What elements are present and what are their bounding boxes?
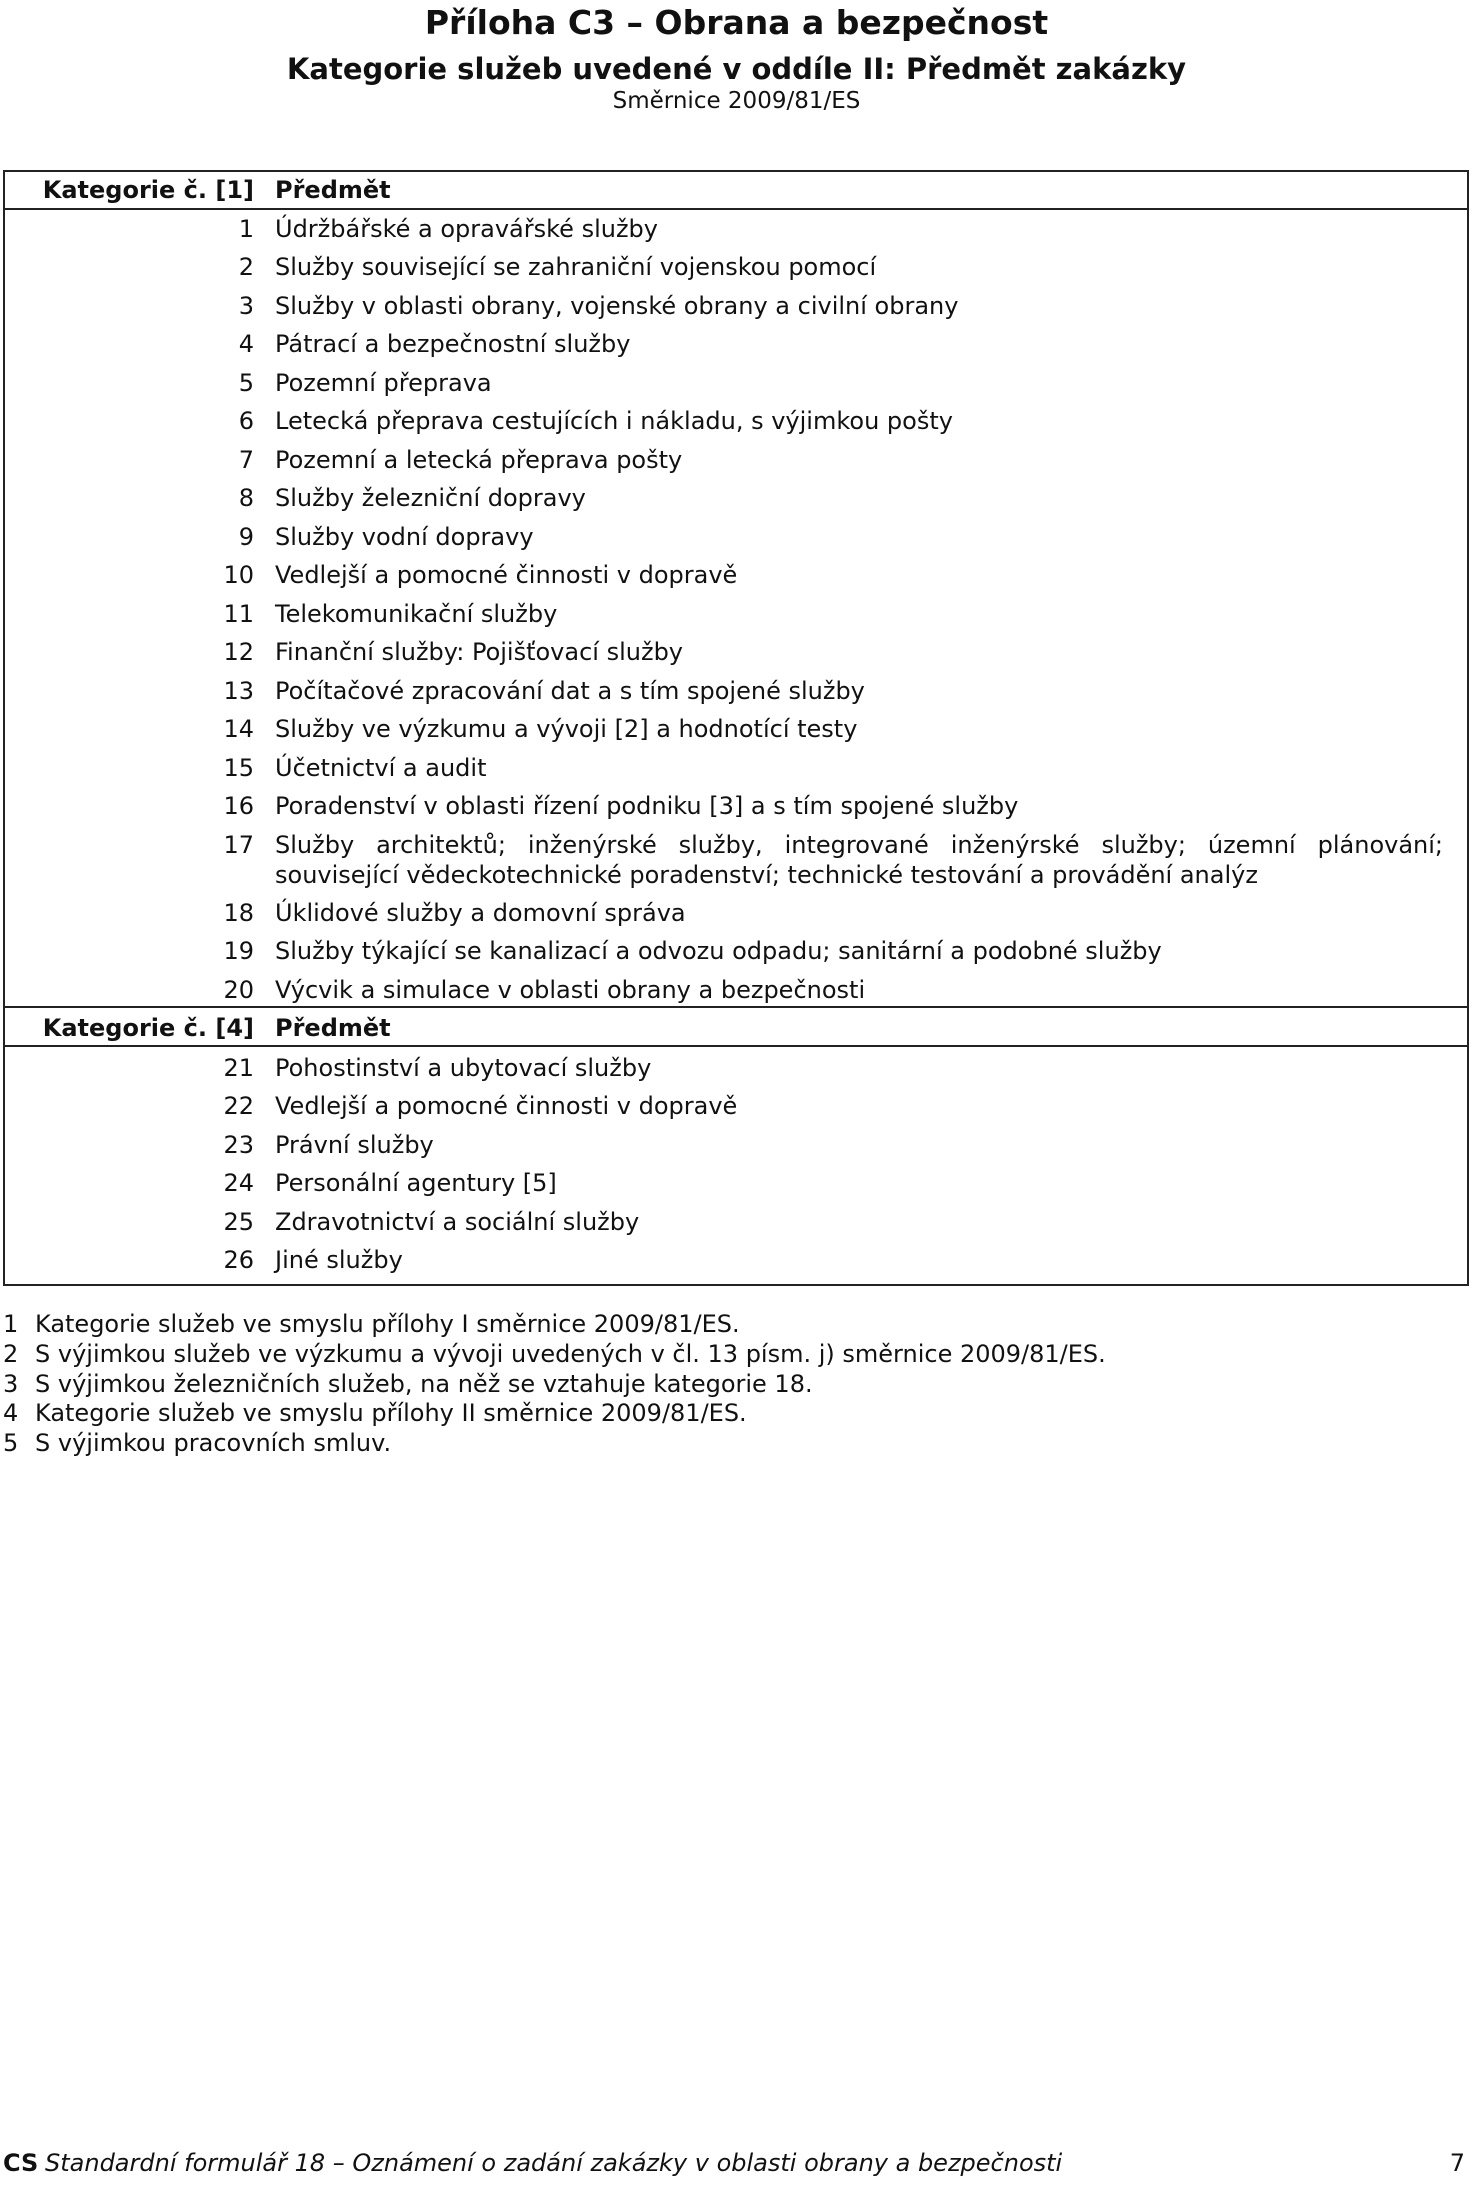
footnote-text: S výjimkou pracovních smluv. <box>35 1429 392 1457</box>
category-subject: Výcvik a simulace v oblasti obrany a bezpečnosti <box>275 976 866 1004</box>
category-subject: Zdravotnictví a sociální služby <box>275 1208 640 1236</box>
category-subject: Počítačové zpracování dat a s tím spojené služby <box>275 677 865 705</box>
category-column-header: Kategorie č. [1] <box>42 176 254 204</box>
category-number: 15 <box>223 754 254 782</box>
category-subject: Služby železniční dopravy <box>275 484 586 512</box>
table-header-divider <box>3 1045 1469 1047</box>
category-subject: Služby v oblasti obrany, vojenské obrany a civilní obrany <box>275 292 959 320</box>
category-subject: Pátrací a bezpečnostní služby <box>275 330 631 358</box>
category-subject: Vedlejší a pomocné činnosti v dopravě <box>275 561 738 589</box>
category-subject: Právní služby <box>275 1131 434 1159</box>
category-number: 3 <box>238 292 254 320</box>
category-subject: Úklidové služby a domovní správa <box>275 899 686 927</box>
category-subject: Personální agentury [5] <box>275 1169 557 1197</box>
category-number: 1 <box>238 215 254 243</box>
category-number: 8 <box>238 484 254 512</box>
category-number: 9 <box>238 523 254 551</box>
category-number: 22 <box>223 1092 254 1120</box>
footnote-text: S výjimkou železničních služeb, na něž se vztahuje kategorie 18. <box>35 1370 813 1398</box>
directive-reference: Směrnice 2009/81/ES <box>612 88 861 114</box>
footnote-text: S výjimkou služeb ve výzkumu a vývoji uvedených v čl. 13 písm. j) směrnice 2009/81/ES. <box>35 1340 1106 1368</box>
category-subject: Finanční služby: Pojišťovací služby <box>275 638 683 666</box>
category-subject: Služby související se zahraniční vojenskou pomocí <box>275 253 877 281</box>
category-number: 16 <box>223 792 254 820</box>
language-code: CS <box>3 2149 39 2177</box>
category-number: 2 <box>238 253 254 281</box>
category-subject: Služby architektů; inženýrské služby, integrované inženýrské služby; územní plánování; související vědeckotechnické poradenství; technické testování a provádění analýz <box>275 831 1443 889</box>
category-number: 17 <box>223 831 254 859</box>
category-subject: Údržbářské a opravářské služby <box>275 215 658 243</box>
category-subject: Účetnictví a audit <box>275 754 487 782</box>
footnote-number: 4 <box>3 1399 19 1427</box>
category-number: 18 <box>223 899 254 927</box>
category-subject: Pozemní přeprava <box>275 369 492 397</box>
page-subtitle: Kategorie služeb uvedené v oddíle II: Předmět zakázky <box>286 52 1187 86</box>
category-subject: Letecká přeprava cestujících i nákladu, s výjimkou pošty <box>275 407 953 435</box>
footnote-text: Kategorie služeb ve smyslu přílohy II směrnice 2009/81/ES. <box>35 1399 747 1427</box>
category-subject: Telekomunikační služby <box>275 600 558 628</box>
category-number: 7 <box>238 446 254 474</box>
category-number: 23 <box>223 1131 254 1159</box>
category-subject: Služby ve výzkumu a vývoji [2] a hodnotící testy <box>275 715 858 743</box>
footnote-text: Kategorie služeb ve smyslu přílohy I směrnice 2009/81/ES. <box>35 1310 740 1338</box>
category-number: 11 <box>223 600 254 628</box>
category-number: 10 <box>223 561 254 589</box>
page-title: Příloha C3 – Obrana a bezpečnost <box>424 3 1049 42</box>
footnote-number: 5 <box>3 1429 19 1457</box>
table-section-divider <box>3 1006 1469 1008</box>
category-number: 24 <box>223 1169 254 1197</box>
category-number: 14 <box>223 715 254 743</box>
category-number: 12 <box>223 638 254 666</box>
category-subject: Služby týkající se kanalizací a odvozu odpadu; sanitární a podobné služby <box>275 937 1162 965</box>
page-footer <box>0 2148 1473 2180</box>
category-number: 21 <box>223 1054 254 1082</box>
category-subject: Pohostinství a ubytovací služby <box>275 1054 652 1082</box>
category-subject: Služby vodní dopravy <box>275 523 534 551</box>
category-subject: Vedlejší a pomocné činnosti v dopravě <box>275 1092 738 1120</box>
category-number: 19 <box>223 937 254 965</box>
page-number: 7 <box>1449 2149 1465 2177</box>
subject-column-header: Předmět <box>275 176 391 204</box>
category-subject: Poradenství v oblasti řízení podniku [3] a s tím spojené služby <box>275 792 1019 820</box>
footnote-number: 2 <box>3 1340 19 1368</box>
category-number: 4 <box>238 330 254 358</box>
category-number: 20 <box>223 976 254 1004</box>
category-number: 25 <box>223 1208 254 1236</box>
footnote-number: 3 <box>3 1370 19 1398</box>
category-number: 13 <box>223 677 254 705</box>
subject-column-header: Předmět <box>275 1014 391 1042</box>
table-header-divider <box>3 208 1469 210</box>
category-subject: Pozemní a letecká přeprava pošty <box>275 446 683 474</box>
footnote-number: 1 <box>3 1310 19 1338</box>
category-number: 26 <box>223 1246 254 1274</box>
category-column-header: Kategorie č. [4] <box>42 1014 254 1042</box>
category-number: 5 <box>238 369 254 397</box>
category-number: 6 <box>238 407 254 435</box>
category-subject: Jiné služby <box>275 1246 403 1274</box>
footer-title: Standardní formulář 18 – Oznámení o zadání zakázky v oblasti obrany a bezpečnosti <box>45 2149 1063 2177</box>
